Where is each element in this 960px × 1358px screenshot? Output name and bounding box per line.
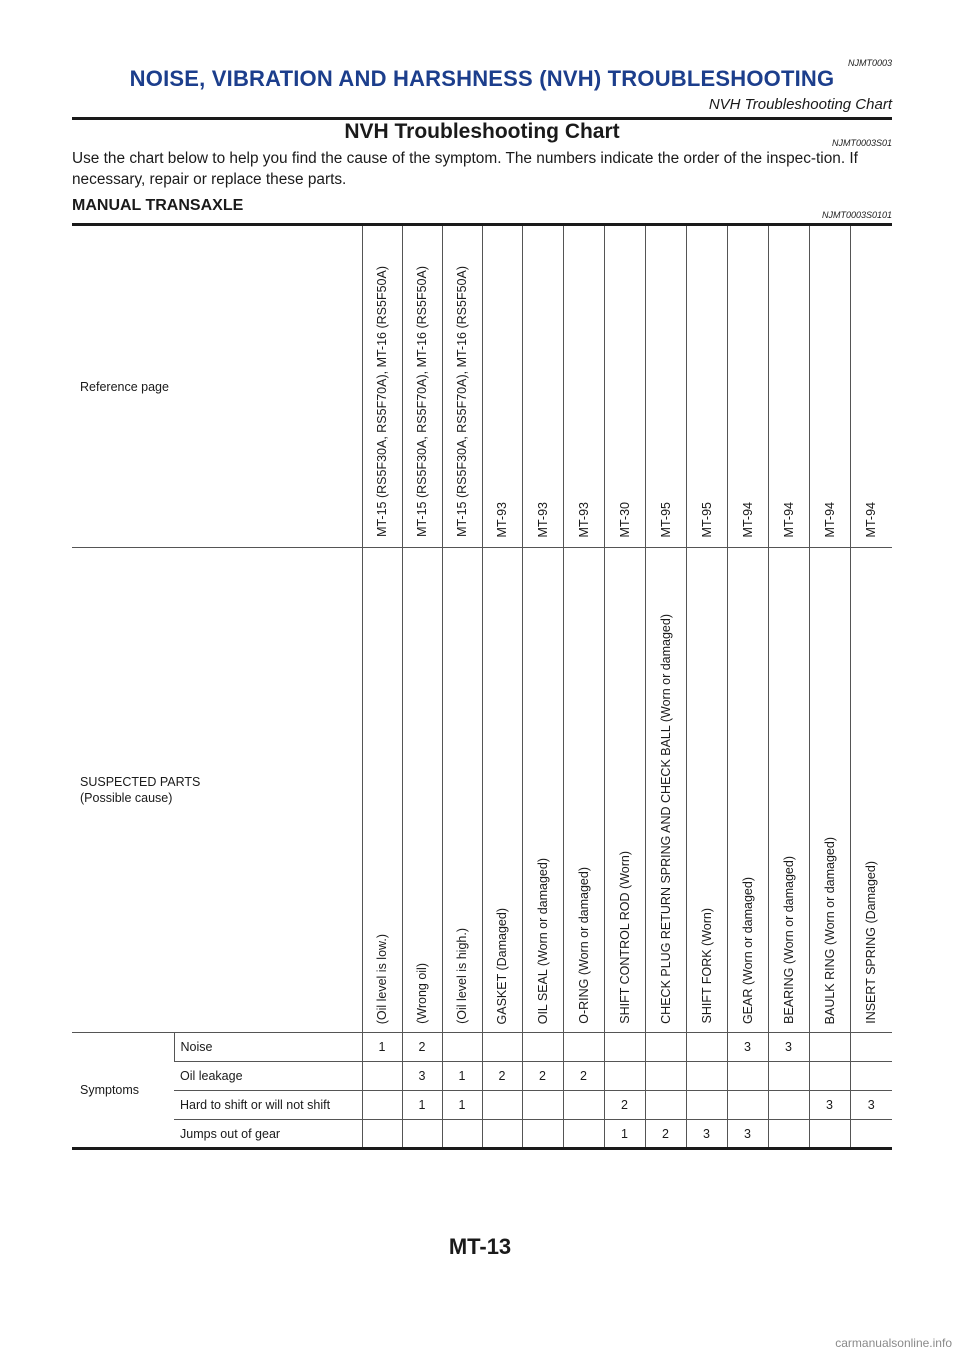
suspected-part-cell	[768, 548, 809, 1033]
inspection-order-cell	[442, 1033, 482, 1062]
reference-page-text: MT-93	[535, 501, 550, 537]
inspection-order-cell: 2	[604, 1091, 645, 1120]
inspection-order-cell	[362, 1091, 402, 1120]
suspected-part-cell	[402, 548, 442, 1033]
symptom-name: Jumps out of gear	[174, 1120, 362, 1149]
suspected-part-text: CHECK PLUG RETURN SPRING AND CHECK BALL (Worn or damaged)	[658, 614, 673, 1024]
inspection-order-cell	[362, 1062, 402, 1091]
suspected-part-cell	[482, 548, 522, 1033]
inspection-order-cell	[402, 1120, 442, 1149]
inspection-order-cell: 3	[402, 1062, 442, 1091]
suspected-part-text: BEARING (Worn or damaged)	[781, 856, 796, 1024]
suspected-part-text: OIL SEAL (Worn or damaged)	[535, 857, 550, 1024]
section-title: NOISE, VIBRATION AND HARSHNESS (NVH) TROUBLESHOOTING	[129, 66, 835, 91]
inspection-order-cell	[850, 1033, 892, 1062]
inspection-order-cell	[522, 1091, 563, 1120]
reference-page-cell	[727, 225, 768, 548]
inspection-order-cell	[522, 1033, 563, 1062]
inspection-order-cell	[686, 1062, 727, 1091]
reference-page-text: MT-15 (RS5F30A, RS5F70A), MT-16 (RS5F50A)	[415, 266, 430, 537]
inspection-order-cell	[563, 1120, 604, 1149]
symptom-row	[72, 1120, 892, 1149]
reference-page-cell	[362, 225, 402, 548]
inspection-order-cell: 3	[809, 1091, 850, 1120]
inspection-order-cell	[686, 1033, 727, 1062]
subsection-title: MANUAL TRANSAXLE	[72, 197, 244, 214]
suspected-part-text: INSERT SPRING (Damaged)	[864, 861, 879, 1024]
reference-page-cell	[686, 225, 727, 548]
reference-page-cell	[522, 225, 563, 548]
reference-page-text: MT-94	[864, 501, 879, 537]
inspection-order-cell	[809, 1033, 850, 1062]
inspection-order-cell: 1	[442, 1091, 482, 1120]
symptom-name: Oil leakage	[174, 1062, 362, 1091]
inspection-order-cell	[645, 1062, 686, 1091]
page-number: MT-13	[448, 1234, 512, 1259]
symptom-name: Hard to shift or will not shift	[174, 1091, 362, 1120]
inspection-order-cell: 3	[850, 1091, 892, 1120]
reference-page-cell	[402, 225, 442, 548]
inspection-order-cell	[850, 1062, 892, 1091]
inspection-order-cell	[645, 1091, 686, 1120]
reference-page-cell	[482, 225, 522, 548]
inspection-order-cell	[809, 1120, 850, 1149]
reference-page-cell	[809, 225, 850, 548]
reference-page-cell	[442, 225, 482, 548]
inspection-order-cell: 1	[442, 1062, 482, 1091]
symptom-row	[72, 1033, 892, 1062]
inspection-order-cell	[604, 1033, 645, 1062]
inspection-order-cell: 3	[768, 1033, 809, 1062]
suspected-part-text: (Oil level is low.)	[375, 933, 390, 1024]
suspected-part-text: O-RING (Worn or damaged)	[576, 867, 591, 1024]
chart-heading-code: NJMT0003S01	[831, 138, 892, 148]
reference-page-text: MT-94	[781, 501, 796, 537]
document-code: NJMT0003	[847, 58, 892, 68]
inspection-order-cell	[482, 1033, 522, 1062]
suspected-part-cell	[686, 548, 727, 1033]
reference-page-text: MT-15 (RS5F30A, RS5F70A), MT-16 (RS5F50A)	[455, 266, 470, 537]
inspection-order-cell	[686, 1091, 727, 1120]
inspection-order-cell	[563, 1033, 604, 1062]
inspection-order-cell: 1	[362, 1033, 402, 1062]
suspected-part-text: (Wrong oil)	[415, 963, 430, 1024]
suspected-parts-row	[72, 548, 892, 1033]
suspected-part-cell	[727, 548, 768, 1033]
suspected-parts-label: SUSPECTED PARTS (Possible cause)	[72, 548, 362, 1033]
reference-label: Reference page	[80, 379, 169, 394]
inspection-order-cell	[768, 1091, 809, 1120]
inspection-order-cell: 2	[482, 1062, 522, 1091]
reference-page-cell	[768, 225, 809, 548]
reference-page-cell	[645, 225, 686, 548]
suspected-part-cell	[522, 548, 563, 1033]
inspection-order-cell	[482, 1120, 522, 1149]
suspected-part-text: GASKET (Damaged)	[495, 907, 510, 1024]
inspection-order-cell	[362, 1120, 402, 1149]
suspected-part-text: SHIFT FORK (Worn)	[699, 908, 714, 1024]
suspected-part-cell	[604, 548, 645, 1033]
inspection-order-cell: 2	[402, 1033, 442, 1062]
reference-page-text: MT-95	[658, 501, 673, 537]
symptom-name: Noise	[174, 1033, 362, 1062]
inspection-order-cell: 3	[686, 1120, 727, 1149]
suspected-part-cell	[362, 548, 402, 1033]
suspected-part-text: (Oil level is high.)	[455, 928, 470, 1024]
inspection-order-cell: 3	[727, 1120, 768, 1149]
inspection-order-cell	[645, 1033, 686, 1062]
inspection-order-cell	[604, 1062, 645, 1091]
inspection-order-cell	[768, 1062, 809, 1091]
inspection-order-cell	[442, 1120, 482, 1149]
reference-page-text: MT-94	[822, 501, 837, 537]
watermark: carmanualsonline.info	[835, 1336, 952, 1350]
suspected-part-text: BAULK RING (Worn or damaged)	[822, 836, 837, 1024]
reference-page-text: MT-15 (RS5F30A, RS5F70A), MT-16 (RS5F50A)	[375, 266, 390, 537]
reference-page-text: MT-93	[495, 501, 510, 537]
suspected-part-cell	[442, 548, 482, 1033]
inspection-order-cell	[482, 1091, 522, 1120]
nvh-troubleshooting-table	[72, 223, 892, 1150]
symptom-row	[72, 1091, 892, 1120]
inspection-order-cell: 2	[522, 1062, 563, 1091]
inspection-order-cell	[522, 1120, 563, 1149]
reference-page-text: MT-30	[617, 501, 632, 537]
reference-page-text: MT-94	[740, 501, 755, 537]
reference-page-cell	[604, 225, 645, 548]
inspection-order-cell: 2	[645, 1120, 686, 1149]
inspection-order-cell	[809, 1062, 850, 1091]
inspection-order-cell	[563, 1091, 604, 1120]
inspection-order-cell: 2	[563, 1062, 604, 1091]
suspected-part-cell	[645, 548, 686, 1033]
section-subtitle: NVH Troubleshooting Chart	[708, 96, 892, 113]
reference-page-text: MT-95	[699, 501, 714, 537]
symptoms-label: Symptoms	[72, 1033, 174, 1149]
chart-heading: NVH Troubleshooting Chart	[344, 120, 620, 143]
suspected-part-cell	[809, 548, 850, 1033]
inspection-order-cell: 1	[604, 1120, 645, 1149]
inspection-order-cell: 1	[402, 1091, 442, 1120]
subsection-code: NJMT0003S0101	[821, 210, 892, 220]
reference-row	[72, 225, 892, 548]
reference-page-cell	[850, 225, 892, 548]
inspection-order-cell	[727, 1062, 768, 1091]
reference-page-text: MT-93	[576, 501, 591, 537]
suspected-part-cell	[850, 548, 892, 1033]
suspected-part-text: SHIFT CONTROL ROD (Worn)	[617, 851, 632, 1024]
suspected-part-cell	[563, 548, 604, 1033]
symptom-row	[72, 1062, 892, 1091]
inspection-order-cell	[768, 1120, 809, 1149]
intro-paragraph: Use the chart below to help you find the cause of the symptom. The numbers indicate the order of the inspec-tion. If necessary, repair or replace these parts.	[72, 150, 858, 188]
inspection-order-cell	[727, 1091, 768, 1120]
suspected-part-text: GEAR (Worn or damaged)	[740, 876, 755, 1024]
inspection-order-cell	[850, 1120, 892, 1149]
inspection-order-cell: 3	[727, 1033, 768, 1062]
reference-page-cell	[563, 225, 604, 548]
